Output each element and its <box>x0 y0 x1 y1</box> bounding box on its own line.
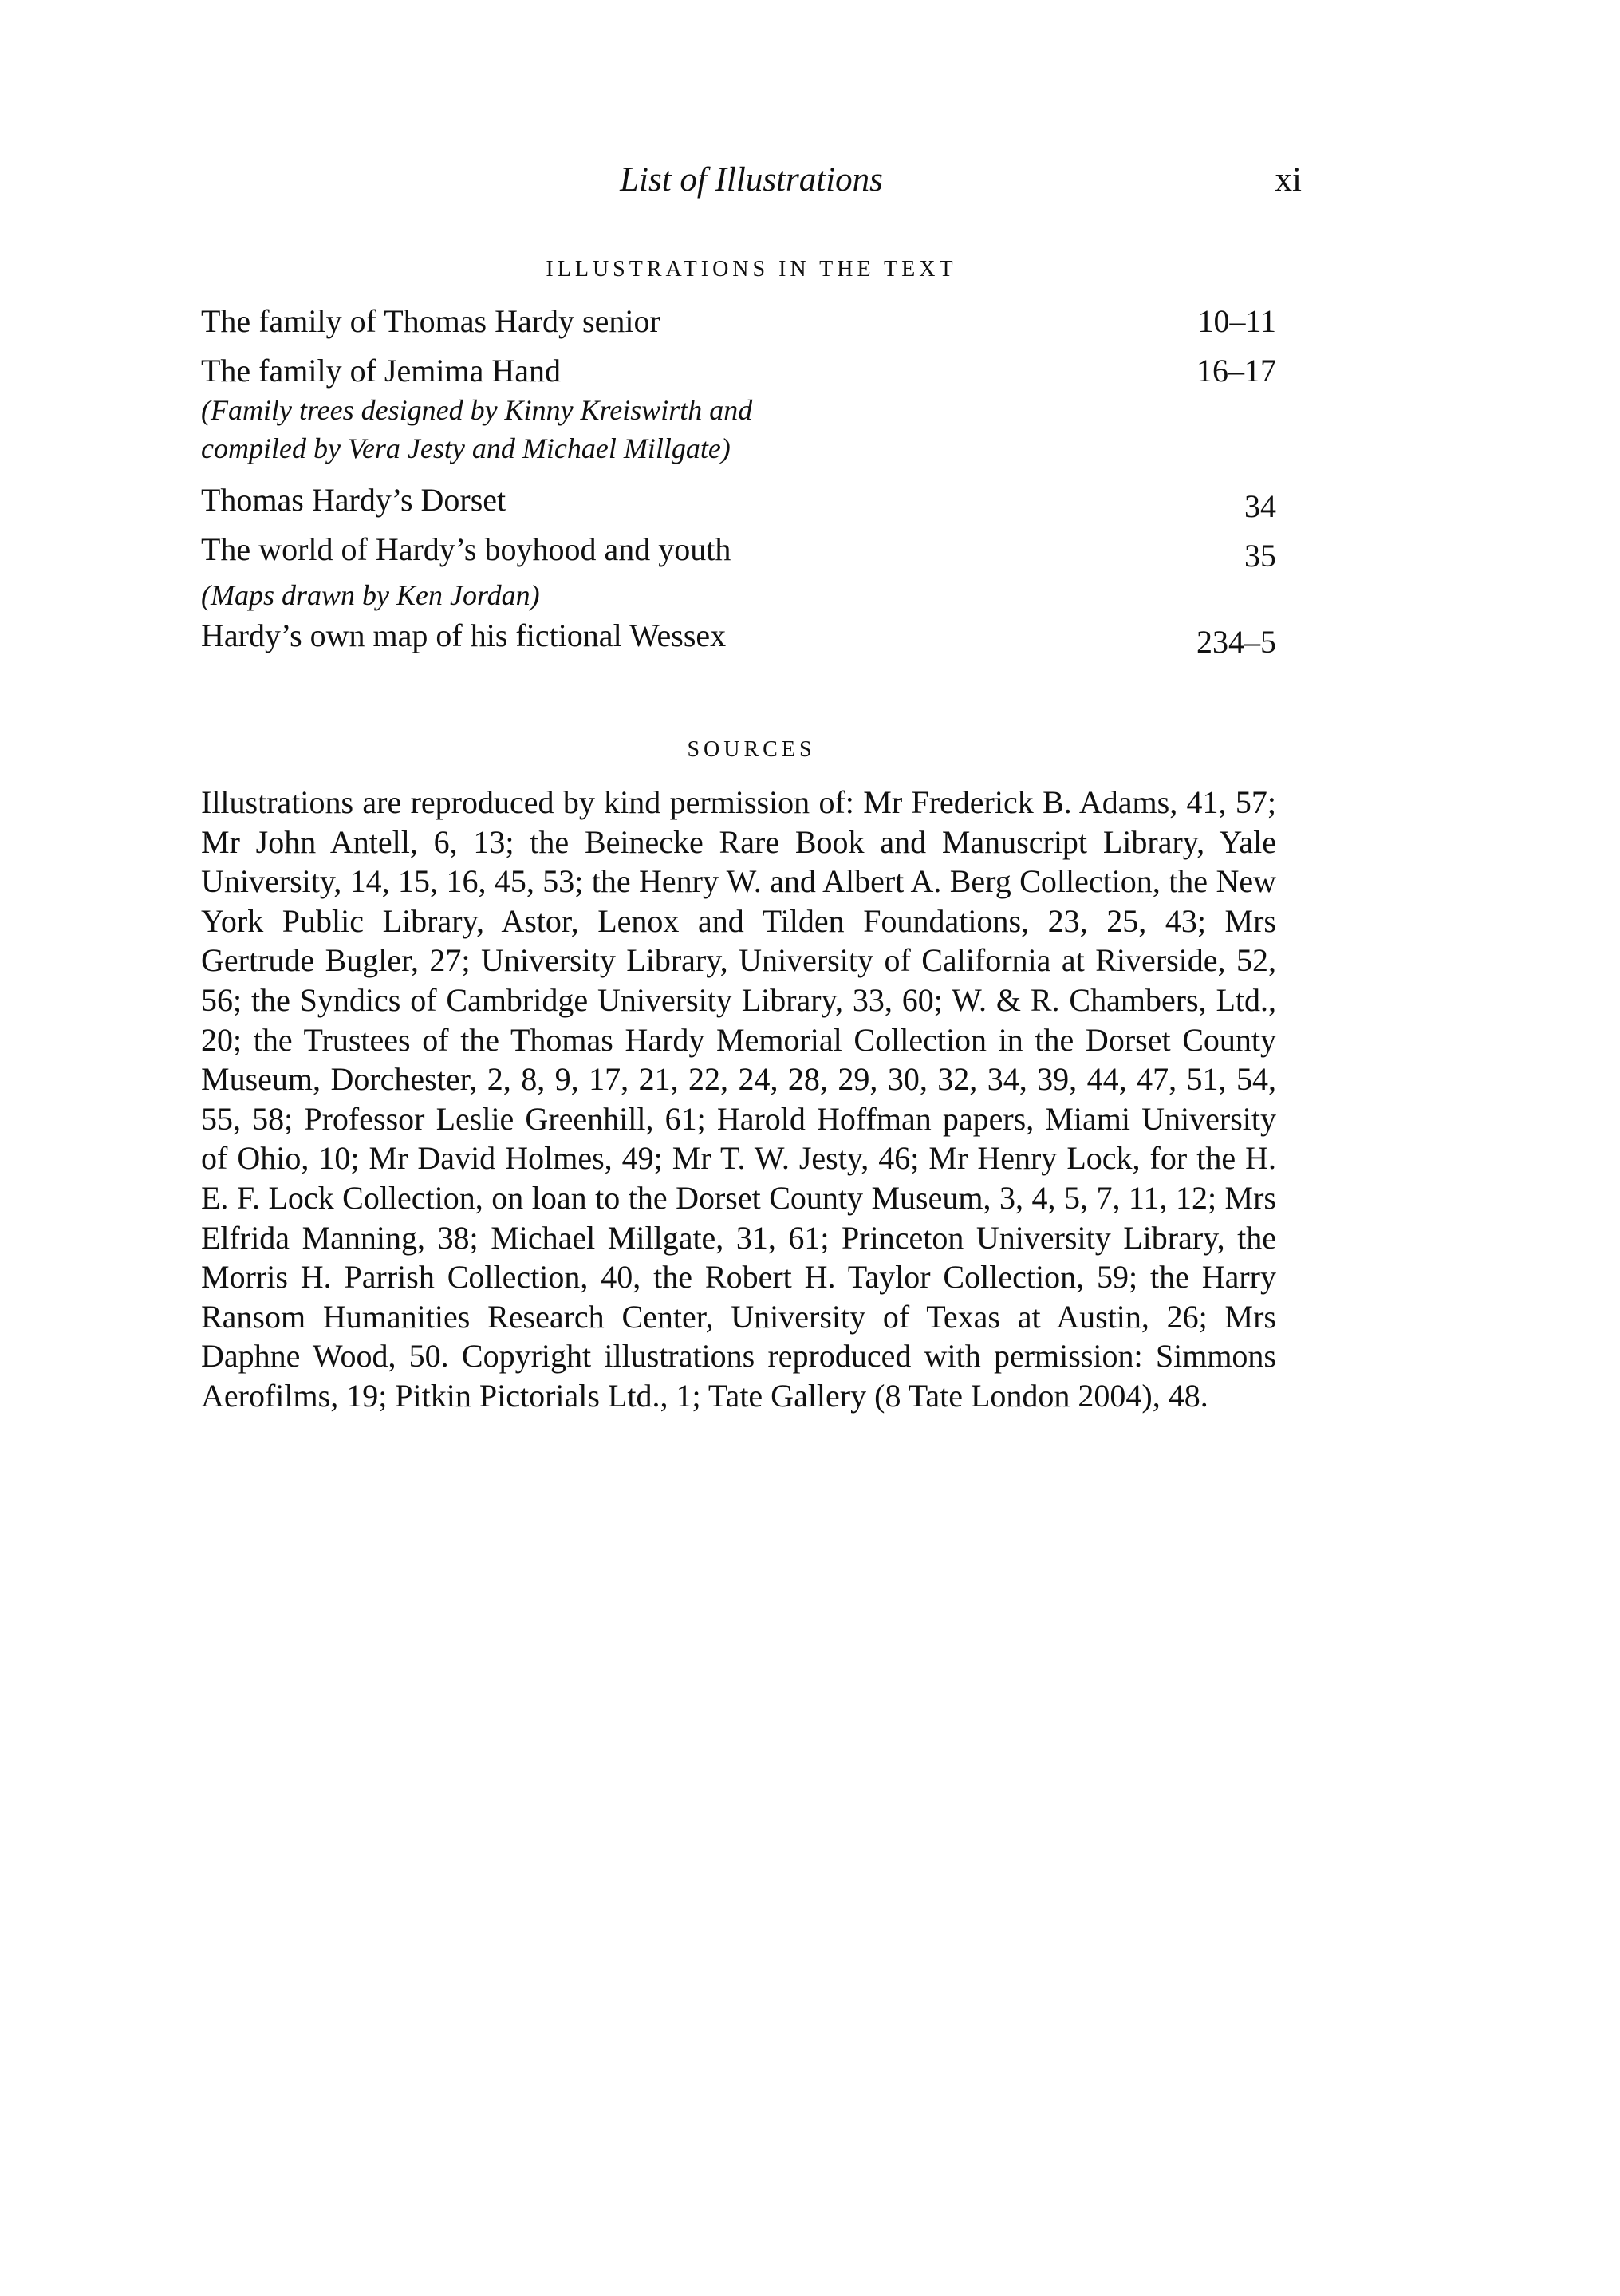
entry-pages: 35 <box>1244 538 1276 574</box>
illustrations-list <box>201 302 1276 665</box>
list-item <box>201 480 1276 530</box>
list-item <box>201 302 1276 351</box>
sources-paragraph: Illustrations are reproduced by kind permission of: Mr Frederick B. Adams, 41, 57; Mr John Antell, 6, 13; the Beinecke Rare Book and Manuscript Library, Yale University, 14, 15, 16, 45, 53; the Henry W. and Albert A. Berg Collection, the New York Public Library, Astor, Lenox and Tilden Foundations, 23, 25, 43; Mrs Gertrude Bugler, 27; University Library, University of California at Riverside, 52, 56; the Syndics of Cambridge University Library, 33, 60; W. & R. Chambers, Ltd., 20; the Trustees of the Thomas Hardy Memorial Collection in the Dorset County Museum, Dorchester, 2, 8, 9, 17, 21, 22, 24, 28, 29, 30, 32, 34, 39, 44, 47, 51, 54, 55, 58; Professor Leslie Greenhill, 61; Harold Hoffman papers, Miami University of Ohio, 10; Mr David Holmes, 49; Mr T. W. Jesty, 46; Mr Henry Lock, for the H. E. F. Lock Collection, on loan to the Dorset County Museum, 3, 4, 5, 7, 11, 12; Mrs Elfrida Manning, 38; Michael Millgate, 31, 61; Princeton University Library, the Morris H. Parrish Collection, 40, the Robert H. Taylor Collection, 59; the Harry Ransom Humanities Research Center, University of Texas at Austin, 26; Mrs Daphne Wood, 50. Copyright illustrations reproduced with permission: Simmons Aerofilms, 19; Pitkin Pictorials Ltd., 1; Tate Gallery (8 Tate London 2004), 48. <box>201 784 1276 1414</box>
illustrations-in-text-heading: ILLUSTRATIONS IN THE TEXT <box>546 257 957 282</box>
entry-title: The world of Hardy’s boyhood and youth <box>201 531 731 567</box>
list-item <box>201 530 1276 616</box>
entry-title: The family of Thomas Hardy senior <box>201 303 660 339</box>
list-item <box>201 351 1276 480</box>
entry-credit: (Maps drawn by Ken Jordan) <box>201 579 540 611</box>
sources-heading: SOURCES <box>687 737 816 762</box>
entry-title: Hardy’s own map of his fictional Wessex <box>201 617 727 653</box>
list-item <box>201 616 1276 665</box>
running-head <box>201 156 1302 204</box>
entry-pages: 234–5 <box>1196 624 1276 660</box>
entry-credit: compiled by Vera Jesty and Michael Millgate) <box>201 432 731 464</box>
running-title: List of Illustrations <box>620 161 883 199</box>
entry-title: Thomas Hardy’s Dorset <box>201 482 506 518</box>
entry-pages: 34 <box>1244 488 1276 524</box>
entry-title: The family of Jemima Hand <box>201 353 561 389</box>
entry-pages: 10–11 <box>1197 303 1276 339</box>
entry-credit: (Family trees designed by Kinny Kreiswirth and <box>201 394 753 426</box>
page-number: xi <box>1275 161 1302 199</box>
entry-pages: 16–17 <box>1196 353 1276 389</box>
